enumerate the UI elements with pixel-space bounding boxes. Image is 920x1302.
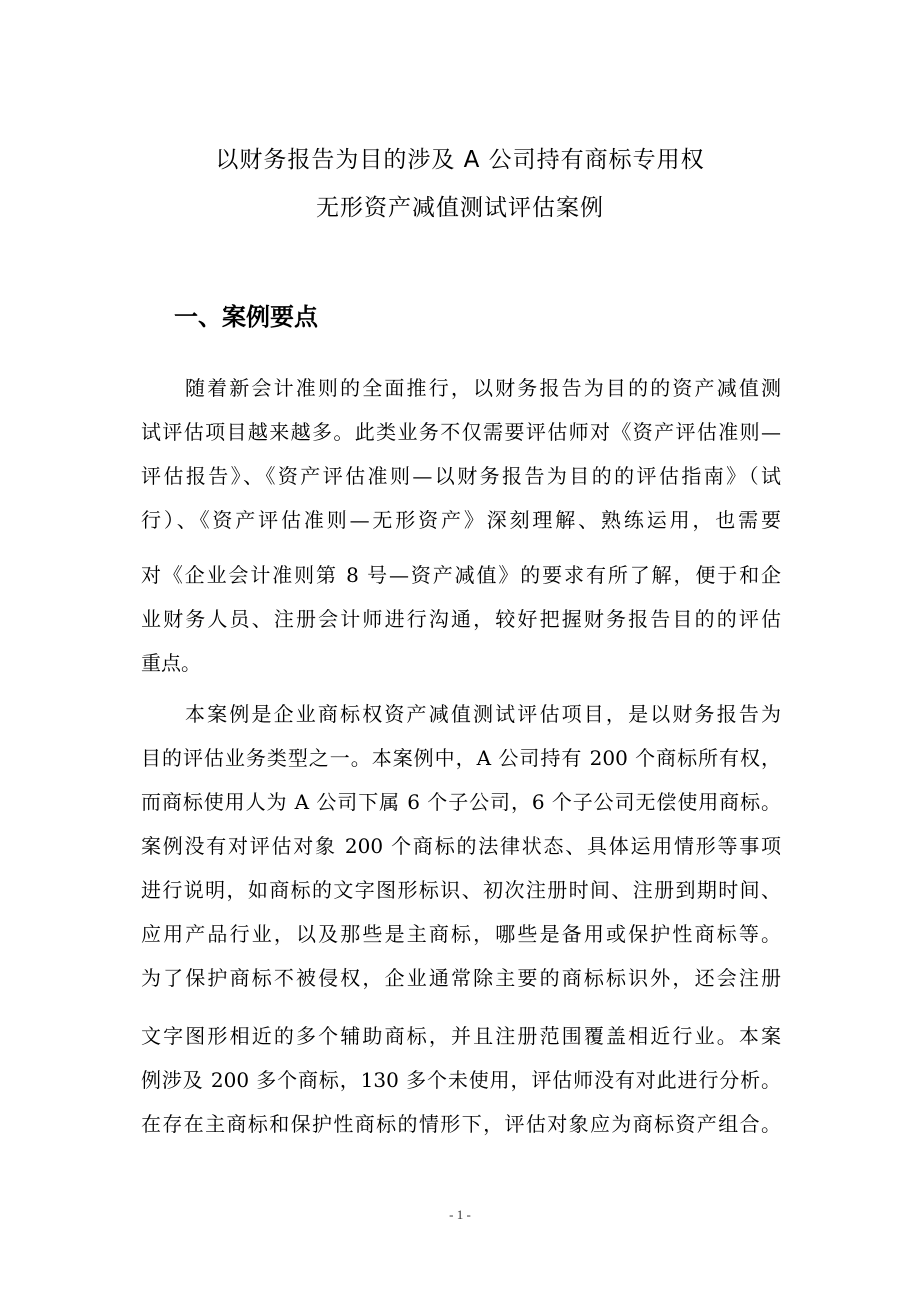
paragraph-2-line-4: 案例没有对评估对象 200 个商标的法律状态、具体运用情形等事项 [141, 834, 781, 858]
paragraph-1-line-1: 随着新会计准则的全面推行，以财务报告为目的的资产减值测 [185, 376, 781, 400]
document-title-line-2: 无形资产减值测试评估案例 [316, 195, 604, 221]
paragraph-2-line-7: 为了保护商标不被侵权，企业通常除主要的商标标识外，还会注册 [141, 966, 781, 990]
section-heading: 一、案例要点 [174, 303, 318, 331]
paragraph-1-line-5: 对《企业会计准则第 8 号—资产减值》的要求有所了解，便于和企 [141, 563, 781, 587]
paragraph-2-line-2: 目的评估业务类型之一。本案例中，A 公司持有 200 个商标所有权， [141, 746, 781, 770]
paragraph-2-line-5: 进行说明，如商标的文字图形标识、初次注册时间、注册到期时间、 [141, 878, 781, 902]
document-title-line-1: 以财务报告为目的涉及 A 公司持有商标专用权 [215, 147, 705, 173]
paragraph-1-line-4: 行）、《资产评估准则—无形资产》深刻理解、熟练运用，也需要 [141, 508, 781, 532]
paragraph-1-line-3: 评估报告》、《资产评估准则—以财务报告为目的的评估指南》（试 [141, 464, 781, 488]
paragraph-1-line-2: 试评估项目越来越多。此类业务不仅需要评估师对《资产评估准则— [141, 420, 781, 444]
paragraph-2-line-1: 本案例是企业商标权资产减值测试评估项目，是以财务报告为 [185, 702, 781, 726]
paragraph-2-line-10: 在存在主商标和保护性商标的情形下，评估对象应为商标资产组合。 [141, 1112, 781, 1136]
paragraph-2-line-8: 文字图形相近的多个辅助商标，并且注册范围覆盖相近行业。本案 [141, 1024, 781, 1048]
page-number: - 1 - [449, 1207, 471, 1222]
paragraph-1-line-7: 重点。 [141, 651, 201, 675]
paragraph-1-line-6: 业财务人员、注册会计师进行沟通，较好把握财务报告目的的评估 [141, 607, 781, 631]
paragraph-2-line-3: 而商标使用人为 A 公司下属 6 个子公司，6 个子公司无偿使用商标。 [141, 790, 781, 814]
paragraph-2-line-6: 应用产品行业，以及那些是主商标，哪些是备用或保护性商标等。 [141, 922, 781, 946]
paragraph-2-line-9: 例涉及 200 多个商标，130 多个未使用，评估师没有对此进行分析。 [141, 1068, 781, 1092]
